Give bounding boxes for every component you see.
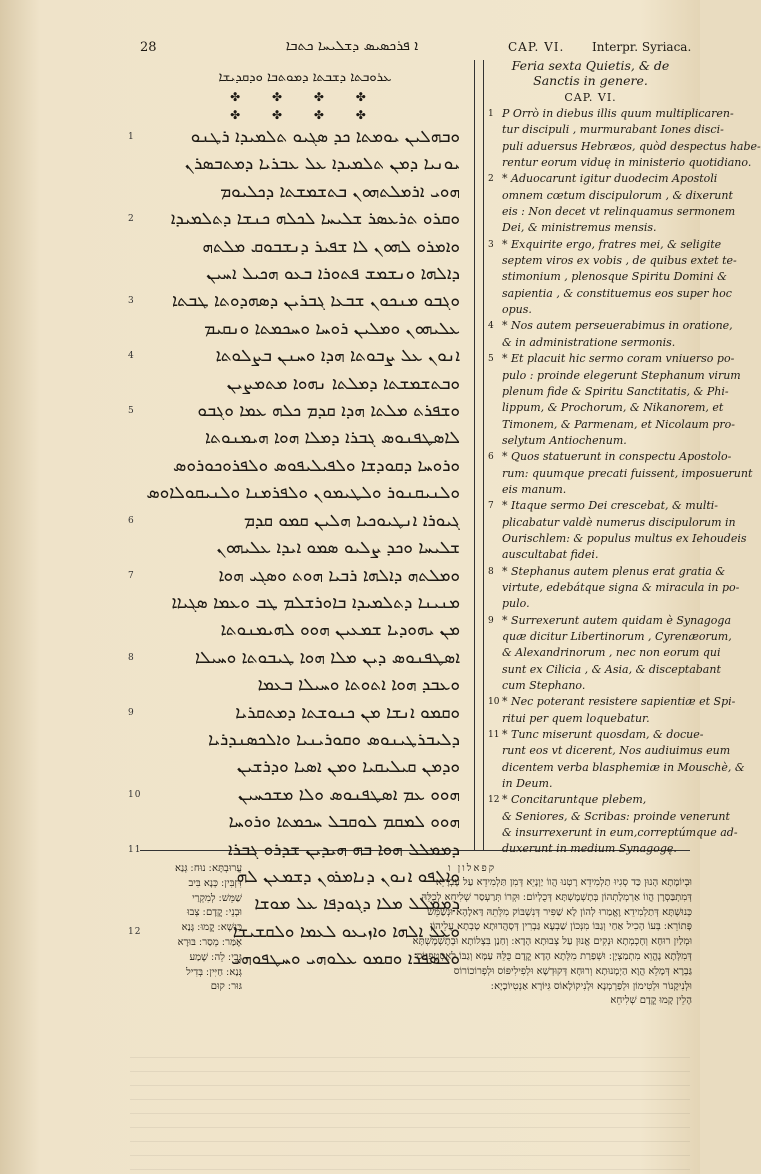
latin-line-text: in Deum. — [502, 777, 553, 791]
latin-line-text: runt eos vt dicerent, Nos audiuimus eum — [502, 744, 731, 758]
syriac-line — [140, 453, 470, 480]
syriac-line-text: ܓܝܘܪܐ ܐܢܛܝܘܟܝܐ ܗܠܝܢ ܩܡܘ ܩܕܡ — [243, 510, 460, 531]
page-show-through — [130, 1050, 690, 1170]
latin-line-text: omnem cœtum discipulorum , & dixerunt — [502, 188, 733, 202]
syriac-line — [128, 398, 470, 425]
syriac-line-text: ܘܥܠ ܐܠܗܐ ܘܐܙܝܥܘ ܠܥܡܐ ܘܠܩܫܝܫܐ — [232, 921, 460, 942]
verse-number: 1 — [128, 132, 135, 142]
syriac-line-text: ܘܒܗܠܝܢ ܝܘܡܬܐ ܟܕ ܣܓܝܘ ܬܠܡܝܕܐ ܪܛܢܘ — [190, 127, 460, 147]
latin-line-text: Timonem, & Parmenam, et Nicolaum pro- — [502, 417, 736, 431]
latin-line — [488, 482, 693, 498]
ornament-stars-row-2: ✤ ✤ ✤ ✤ — [230, 108, 380, 122]
latin-line — [488, 400, 724, 416]
latin-line — [488, 841, 693, 857]
latin-line — [488, 122, 724, 138]
latin-line — [488, 351, 735, 367]
hebrew-line: דְּמִלְּתָא נֶהֱוֵא מִתְמַצְיָן ׃ וּשְׁפַרַת מִלְּתָא הָדָא קֳדָם כֻּלֵּהּ עַמָּא וְגַבּוֹ לְאֶסְטְפָנוֹס — [416, 950, 692, 962]
syriac-line-text: ܕܡܡܠܠ ܗܘܐ ܒܗ ܗܝܕܝܢ ܫܕܪܘ ܓܒܪܐ — [227, 839, 460, 860]
latin-line-text: * Quos statuerunt in conspectu Apostolo- — [502, 450, 732, 464]
syriac-line-text: ܐܢܘܢ ܥܠ ܨܒܘܬܐ ܗܕܐ ܘܚܢܢ ܒܨܠܘܬܐ — [215, 346, 460, 367]
latin-line-text: * Nos autem perseuerabimus in oratione, — [502, 319, 733, 333]
latin-line — [488, 809, 730, 825]
latin-line-text: * Exquirite ergo, fratres mei, & seligite — [502, 237, 722, 251]
latin-line — [488, 547, 693, 563]
latin-line-text: tur discipuli , murmurabant Iones disci- — [502, 123, 724, 137]
latin-line — [488, 792, 693, 808]
syriac-line-text: ܠܐܣܛܦܢܘܣ ܓܒܪܐ ܕܡܠܐ ܗܘܐ ܗܝܡܢܘܬܐ — [204, 428, 460, 449]
latin-line — [488, 613, 732, 629]
syriac-line — [140, 809, 470, 836]
latin-line — [488, 776, 693, 792]
hebrew-gloss-line: גּוּר ׃ קוּם — [210, 981, 242, 993]
syriac-line-text: ܡܢܝܢܐ ܕܬܠܡܝܕܐ ܒܐܘܪܫܠܡ ܛܒ ܘܥܡܐ ܣܓܝܐܐ — [171, 592, 460, 613]
latin-line-text: sunt ex Cilicia , & Asia, & disceptabant — [502, 662, 721, 676]
latin-column — [488, 58, 761, 858]
verse-number: 3 — [488, 239, 494, 250]
syriac-line-text: ܕܡܡܠܠ ܡܠܐ ܕܓܘܕܦܐ ܥܠ ܡܘܫܐ — [254, 894, 460, 915]
hebrew-gloss-line: גָּבֵי ׃ לֵה ׃ שָׁמַע — [189, 951, 242, 963]
verse-number: 2 — [488, 174, 494, 185]
verse-number: 4 — [128, 351, 135, 362]
hebrew-gloss-line: אֶמַּר ׃ מְסַר ׃ בּוּרָא — [177, 936, 242, 948]
latin-line-text: ritui per quem loquebatur. — [502, 711, 650, 725]
ornament-stars-row: ✤ ✤ ✤ ✤ — [230, 90, 380, 104]
latin-line-text: septem viros ex vobis , de quibus extet te- — [502, 254, 737, 268]
verse-number: 9 — [128, 707, 135, 718]
syriac-line-text: ܘܩܪܘ ܬܪܥܣܪ ܫܠܝܚܐ ܠܟܠܗ ܟܢܫܐ ܕܬܠܡܝܕܐ — [170, 209, 460, 230]
syriac-line — [140, 179, 470, 206]
syriac-line-text: ܗܘܘ ܥܡ ܐܣܛܦܢܘܣ ܘܠܐ ܡܫܟܚܝܢ — [237, 784, 460, 805]
column-rule-left — [474, 60, 475, 850]
interpretation-running-head: Interpr. Syriaca. — [592, 40, 692, 54]
latin-line — [488, 694, 736, 710]
hebrew-gloss-line: דִּזְבִּין ׃ כְּנָא בִּיב — [188, 877, 242, 889]
latin-line-text: & Alexandrinorum , nec non eorum qui — [502, 646, 721, 660]
latin-line — [488, 580, 740, 596]
syriac-line-text: ܕܠܝܒܪܛܝܢܘܣ ܘܩܘܪܝܢܝܐ ܘܐܠܟܣܢܕܪܝܐ — [208, 729, 460, 750]
hebrew-line: וּמְלַיִן רוּחָא וְחֶכְמְתָא וּנְקִים אֱנוּן עַל צְבוּתָא הָדָא ׃ וְחַנַן בִּצְלוֹתָא וּבְתֶשְׁמֶשְׁתָּא — [412, 936, 692, 948]
syriac-line — [128, 645, 470, 672]
latin-line — [488, 678, 693, 694]
latin-line-text: selytum Antiochenum. — [502, 433, 627, 447]
hebrew-line: וּלְנִיקָנוֹר וּלְטִימוֹן וּלְפַרְמְנָא וּלְנִיקוֹלָאוֹס גִּיּוֹרָא אַנְטִיוֹכָיָא ׃ — [490, 980, 692, 992]
syriac-line-text: ܘܪܘܚܐ ܕܩܘܕܫܐ ܘܠܦܝܠܝܦܘܣ ܘܠܦܪܘܟܘܪܘܣ — [172, 455, 460, 476]
latin-line-text: quæ dicitur Libertinorum , Cyrenæorum, — [502, 630, 732, 643]
latin-line-text: Dei, & ministremus mensis. — [502, 221, 657, 235]
latin-line-text: puli aduersus Hebræos, quòd despectus habe- — [502, 139, 761, 153]
syriac-line — [140, 480, 470, 507]
latin-line-text: duxerunt in medium Synagogę. — [502, 842, 677, 856]
syriac-line-text: ܘܫܦܪܬ ܡܠܬܐ ܗܕܐ ܩܕܡ ܟܠܗ ܥܡܐ ܘܓܒܘ — [197, 401, 460, 422]
verse-number: 10 — [128, 789, 142, 800]
latin-line — [488, 204, 736, 220]
latin-line — [488, 564, 726, 580]
page-number: 28 — [140, 40, 157, 55]
latin-line — [488, 531, 747, 547]
latin-line — [488, 760, 745, 776]
latin-line — [488, 449, 732, 465]
verse-number: 6 — [488, 452, 494, 463]
chapter-running-head: CAP. VI. — [508, 40, 565, 54]
syriac-line — [140, 261, 470, 288]
latin-line — [488, 106, 734, 122]
latin-line-text: * Et placuit hic sermo coram vniuerso po- — [502, 352, 735, 366]
syriac-line-text: ܘܕܡܢ ܩܝܠܝܩܝܐ ܘܡܢ ܐܣܝܐ ܘܕܪܫܝܢ — [236, 757, 460, 778]
syriac-line-text: ܫܠܝܚܐ ܘܟܕ ܨܠܝܘ ܤܡܘ ܐܝܕܐ ܥܠܝܗܘܢ — [216, 538, 460, 559]
latin-line-text: virtute, edebátque signa & miracula in po- — [502, 580, 740, 594]
hebrew-chapter-heading: קפאלון ו — [447, 863, 497, 874]
latin-line — [488, 384, 729, 400]
latin-line-text: Ourischlem: & populus multus ex Iehoudeis — [502, 531, 747, 545]
hebrew-line: הָלֵין קָמוּ קֳדָם שְׁלִיחֵא — [610, 995, 692, 1007]
syriac-line — [128, 837, 470, 864]
latin-line — [488, 318, 733, 334]
verse-number: 1 — [488, 109, 494, 119]
latin-line — [488, 662, 721, 678]
syriac-line — [128, 124, 470, 151]
verse-number: 8 — [488, 566, 494, 577]
syriac-line-text: ܗܘܝ ܐܪܡܠܬܗܘܢ ܒܬܫܡܫܬܐ ܕܟܠܝܘܡ — [220, 181, 460, 202]
syriac-line — [128, 782, 470, 809]
latin-line-text: stimonium , plenosque Spiritu Domini & — [502, 270, 727, 284]
latin-line-text: * Stephanus autem plenus erat gratia & — [502, 564, 726, 578]
hebrew-glossary-column — [150, 862, 242, 995]
syriac-line — [128, 563, 470, 590]
latin-line — [488, 237, 722, 253]
syriac-line — [128, 288, 470, 315]
latin-line — [488, 629, 732, 645]
syriac-line — [140, 151, 470, 178]
verse-number: 11 — [488, 730, 500, 741]
latin-line — [488, 498, 718, 514]
verse-number: 7 — [488, 501, 494, 512]
hebrew-line: דְּמִתְבַּסְרָן הֲווֹ אַרְמְלָתְהוֹן בְּתֶשְׁמֶשְׁתָּא דְּכֻלְיוֹם ׃ וּקְרוֹ תְּרַעְסַר שְׁלִיחֵא לְכֻלֵּהּ — [421, 891, 692, 903]
latin-line-text: rentur eorum viduę in ministerio quotidiano. — [502, 156, 752, 170]
syriac-line — [140, 754, 470, 781]
latin-line — [488, 433, 693, 449]
latin-line — [488, 253, 737, 269]
verse-number: 8 — [128, 652, 135, 663]
syriac-column — [128, 68, 470, 974]
syriac-line-text: ܡܢ ܝܗܘܕܝܐ ܫܡܥܝܢ ܗܘܘ ܠܗܝܡܢܘܬܐ — [220, 620, 460, 641]
latin-line-text: pulo : proinde elegerunt Stephanum virum — [502, 368, 741, 382]
latin-line — [488, 417, 736, 433]
hebrew-gloss-line: עֲרוּבְתָּא ׃ נוּח ׃ גְּנַא — [174, 863, 242, 874]
latin-chapter-heading: CAP. VI. — [564, 91, 617, 104]
syriac-line-text: ܘܩܡܘ ܐܢܫܐ ܡܢ ܟܢܘܫܬܐ ܕܡܬܩܪܝܐ — [235, 702, 460, 723]
verse-number: 7 — [128, 570, 135, 581]
syriac-line-text: ܘܠܣܦܪܐ ܘܩܡܘ ܥܠܘܗܝ ܘܚܛܦܘܗܝ — [231, 949, 460, 970]
latin-line-text: lippum, & Prochorum, & Nikanorem, et — [502, 401, 724, 415]
latin-line — [488, 220, 693, 236]
syriac-line — [140, 617, 470, 644]
latin-line — [488, 335, 693, 351]
syriac-line — [140, 590, 470, 617]
verse-number: 12 — [488, 795, 500, 806]
latin-section-title: Feria sexta Quietis, & de Sanctis in genere. — [511, 58, 670, 88]
latin-line — [488, 302, 693, 318]
verse-number: 4 — [488, 321, 494, 332]
syriac-line — [128, 343, 470, 370]
syriac-line — [140, 371, 470, 398]
hebrew-line: כְּנוּשְׁתָּא דְּתַלְמִידֵא וֶאֱמַרוּ לְהוֹן לָא שַׁפִּיר דְּנִשְׁבּוֹק מִלְּתֵהּ דַּאלָהָא וּנְשַׁמֵּשׁ — [427, 906, 692, 918]
latin-line — [488, 596, 693, 612]
latin-line-text: * Aduocarunt igitur duodecim Apostoli — [502, 172, 718, 186]
verse-number: 9 — [488, 615, 494, 626]
syriac-line-text: ܝܘܢܝܐ ܕܡܢ ܬܠܡܝܕܐ ܥܠ ܥܒܪܝܐ ܕܡܬܒܣܪܢ — [184, 154, 460, 175]
latin-line-text: & insurrexerunt in eum,correptúmque ad- — [502, 826, 738, 840]
syriac-line-text: ܘܐܠܦܘ ܐܢܘܢ ܕܢܐܡܪܘܢ ܕܫܡܥܢ ܠܗ — [236, 866, 460, 887]
latin-line-text: dicentem verba blasphemiæ in Mouschè, & — [502, 760, 745, 774]
hebrew-gloss-line: כִּנְשָׁא ׃ קֳמוּ ׃ גָּנַא — [181, 922, 242, 934]
syriac-line-text: ܘܒܬܫܡܫܬܐ ܕܡܠܬܐ ܢܗܘܐ ܡܬܡܨܝܢ — [226, 373, 460, 394]
latin-line — [488, 727, 704, 743]
latin-line-text: cum Stephano. — [502, 679, 586, 693]
syriac-line-text: ܕܐܠܗܐ ܘܢܫܡܫ ܦܬܘܪܐ ܒܥܘ ܗܟܝܠ ܐܚܝܢ — [206, 264, 460, 285]
latin-line-text: eis manum. — [502, 482, 567, 496]
latin-line-text: * Itaque sermo Dei crescebat, & multi- — [502, 499, 718, 513]
latin-line-text: * Nec poterant resistere sapientiæ et Spi- — [502, 695, 736, 709]
hebrew-gloss-line: שַׁמֵּשׁ ׃ לְמִקְרַי — [192, 892, 242, 904]
syriac-line-text: ܘܡܠܬܗ ܕܐܠܗܐ ܪܒܝܐ ܗܘܬ ܘܣܓܝ ܗܘܐ — [218, 565, 460, 586]
latin-line-text: * Surrexerunt autem quidam è Synagoga — [502, 613, 732, 627]
latin-line — [488, 711, 693, 727]
syriac-line-text: ܘܐܡܪܘ ܠܗܘܢ ܠܐ ܫܦܝܪ ܕܢܫܒܘܩ ܡܠܬܗ — [202, 236, 460, 257]
latin-line-text: sapientia , & constituemus eos super hoc — [502, 286, 732, 300]
latin-line-text: * Tunc miserunt quosdam, & docue- — [502, 728, 704, 742]
latin-line-text: rum: quumque precati fuissent, imposuerunt — [502, 466, 753, 480]
latin-line — [488, 743, 731, 759]
syriac-line — [140, 234, 470, 261]
syriac-line-text: ܘܓܒܘ ܡܢܟܘܢ ܫܒܥܐ ܓܒܪܝܢ ܕܣܗܕܘܬܐ ܛܒܬܐ — [172, 291, 460, 312]
verse-number: 6 — [128, 515, 135, 526]
latin-line — [488, 155, 752, 171]
verse-number: 10 — [488, 697, 500, 708]
syriac-line-text: ܘܥܒܕ ܗܘܐ ܐܬܘܬܐ ܘܚܝܠܐ ܒܥܡܐ — [257, 675, 460, 696]
verse-number: 12 — [128, 926, 142, 937]
syriac-line-text: ܘܠܢܝܩܢܘܪ ܘܠܛܝܡܘܢ ܘܠܦܪܡܢܐ ܘܠܢܝܩܘܠܐܘܣ — [146, 483, 460, 504]
syriac-section-title: ܥܪܘܒܬܐ ܕܫܒܬܐ ܕܡܘܬܒܐ ܘܕܩܕܝܫܐ — [218, 70, 392, 85]
latin-line-text: plenum fide & Spiritu Sanctitatis, & Phi- — [502, 384, 729, 398]
syriac-line-text: ܐܣܛܦܢܘܣ ܕܝܢ ܡܠܐ ܗܘܐ ܛܝܒܘܬܐ ܘܚܝܠܐ — [194, 647, 460, 668]
hebrew-translation-lines — [252, 876, 692, 1009]
syriac-line — [128, 700, 470, 727]
syriac-line-text: ܗܘܘ ܠܡܩܡ ܠܘܩܒܠ ܚܟܡܬܐ ܘܪܘܚܐ — [228, 812, 460, 833]
verse-number: 2 — [128, 214, 135, 225]
hebrew-gloss-line: גְּנַא ׃ חַיִּין ׃ בְּדִיל — [186, 966, 242, 978]
verse-number: 5 — [128, 406, 135, 417]
latin-line — [488, 825, 738, 841]
syriac-line — [140, 316, 470, 343]
latin-line — [488, 368, 741, 384]
hebrew-line: וּבְיוֹמָתָא הָנוּן כַּד סְגִיוּ תַלְמִידֵא רָטְנוּ הֲווֹ יַוְנָיֵא דְּמִן תַּלְמִידֵא עַל עֶבְרָיֵא — [435, 877, 692, 888]
syriac-line — [140, 535, 470, 562]
latin-line-text: & Seniores, & Scribas: proinde venerunt — [502, 809, 730, 823]
latin-line — [488, 286, 732, 302]
hebrew-line: גַּבְרָא דְּמָלֵא הֲוָא הַיְמָנוּתָא וְרוּחָא דְּקוּדְשָׁא וּלְפִילִיפּוֹס וּלְפְרוֹכוֹרוֹס — [453, 965, 692, 977]
latin-line-text: eis : Non decet vt relinquamus sermonem — [502, 205, 736, 219]
latin-line — [488, 139, 761, 155]
column-rule-right — [483, 60, 484, 850]
latin-line-text: auscultabat fidei. — [502, 548, 599, 562]
latin-line — [488, 645, 721, 661]
verse-number: 11 — [128, 844, 142, 855]
hebrew-line: פָּתוֹרֵא ׃ בְּעוֹ הָכִיל אַחַי וְגַבּוֹ מִנְּכוֹן שַׁבְעָא גַּבְרִין דְּסָהֲדוּתָא טָבְתָא עֲלֵיהוֹן — [430, 921, 692, 933]
latin-line — [488, 515, 736, 531]
syriac-line — [140, 425, 470, 452]
hebrew-translation-block — [252, 862, 692, 1009]
latin-line-text: pulo. — [502, 597, 530, 611]
hebrew-glossary-lines — [150, 862, 242, 995]
hebrew-gloss-line: וּבְנֵי ׃ קֳדָם ׃ צְבוּ — [187, 907, 242, 919]
syriac-line — [140, 727, 470, 754]
syriac-line — [128, 508, 470, 535]
syriac-line-text: ܥܠܝܗܘܢ ܘܡܠܝܢ ܪܘܚܐ ܘܚܟܡܬܐ ܘܢܩܝܡ — [204, 318, 460, 339]
latin-line-text: & in administratione sermonis. — [502, 335, 676, 349]
latin-line-text: * Concitaruntque plebem, — [502, 793, 647, 807]
verse-number: 5 — [488, 354, 494, 365]
syriac-line — [128, 206, 470, 233]
syriac-line — [140, 672, 470, 699]
latin-line — [488, 269, 727, 285]
latin-text-lines — [488, 106, 761, 858]
verse-number: 3 — [128, 296, 135, 307]
latin-line-text: plicabatur valdè numerus discipulorum in — [502, 515, 736, 529]
latin-line-text: opus. — [502, 303, 532, 317]
syriac-text-lines — [128, 124, 470, 974]
latin-line — [488, 171, 718, 187]
latin-line — [488, 188, 733, 204]
latin-line — [488, 466, 753, 482]
syriac-running-head: ܐ ܦܪܟܣܝܣ ܕܫܠܝܚܐ ܟܬܒܐ — [285, 38, 419, 54]
latin-line-text: P Orrò in diebus illis quum multiplicaren- — [502, 107, 734, 120]
